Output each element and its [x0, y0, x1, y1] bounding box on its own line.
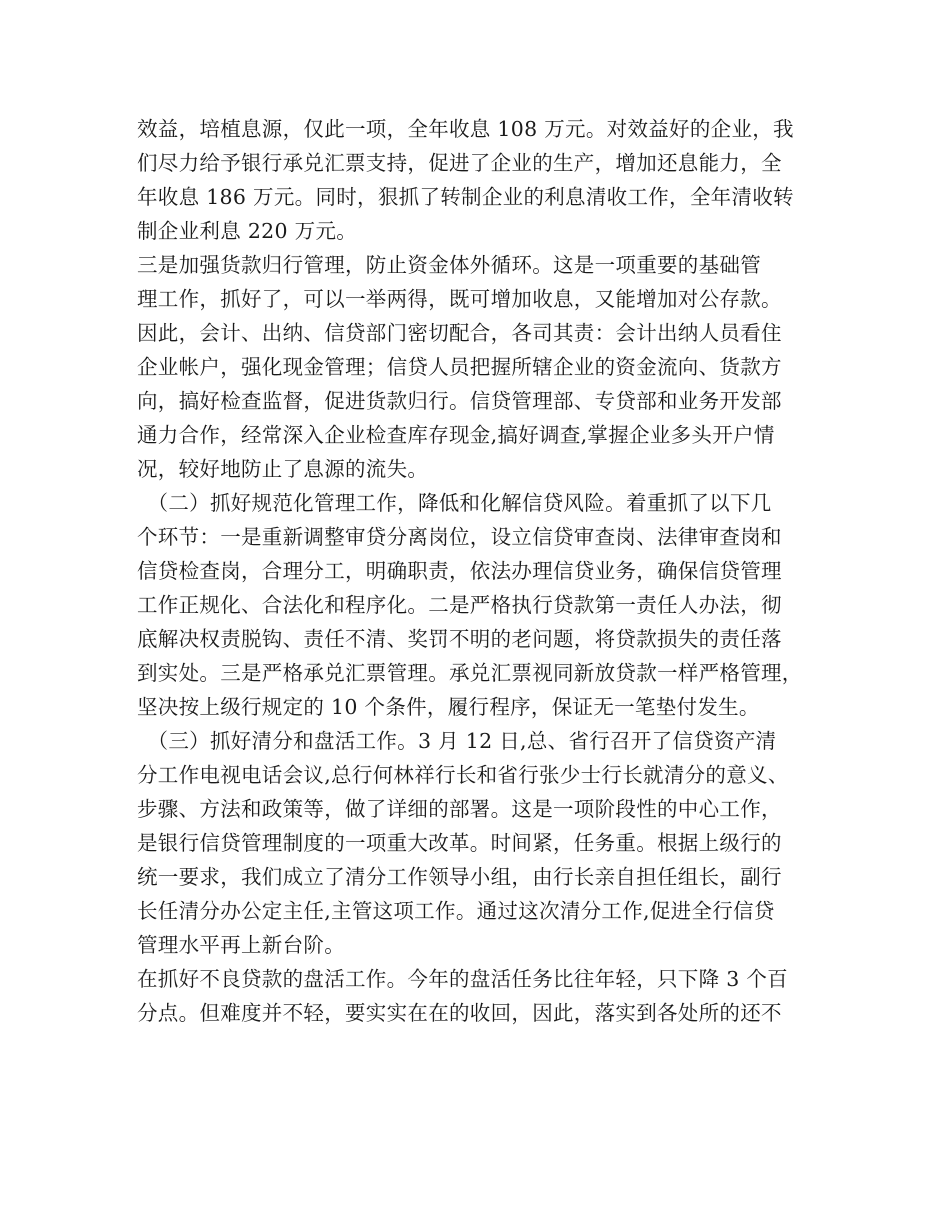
text-line: 制企业利息 220 万元。	[137, 219, 358, 243]
paragraph-section-two-standardized-management	[137, 486, 827, 724]
text-line: 个环节：一是重新调整审贷分离岗位，设立信贷审查岗、法律审查岗和	[137, 525, 782, 549]
text-line: （二）抓好规范化管理工作，降低和化解信贷风险。着重抓了以下几	[137, 491, 772, 515]
text-line: 底解决权责脱钩、责任不清、奖罚不明的老问题，将贷款损失的责任落	[137, 627, 782, 651]
text-line: 在抓好不良贷款的盘活工作。今年的盘活任务比往年轻，只下降 3 个百	[137, 967, 788, 991]
paragraph-section-three-classification	[137, 724, 827, 962]
text-line: 坚决按上级行规定的 10 个条件，履行程序，保证无一笔垫付发生。	[137, 695, 760, 719]
document-body	[137, 112, 827, 1030]
text-line: 管理水平再上新台阶。	[137, 933, 345, 957]
text-line: 三是加强货款归行管理，防止资金体外循环。这是一项重要的基础管	[137, 253, 761, 277]
text-line: 年收息 186 万元。同时，狠抓了转制企业的利息清收工作，全年清收转	[137, 185, 794, 209]
text-line: （三）抓好清分和盘活工作。3 月 12 日,总、省行召开了信贷资产清	[137, 729, 777, 753]
text-line: 长任清分办公定主任,主管这项工作。通过这次清分工作,促进全行信贷	[137, 899, 775, 923]
paragraph-bad-loan-revitalization	[137, 962, 827, 1030]
paragraph-interest-income	[137, 112, 827, 248]
text-line: 工作正规化、合法化和程序化。二是严格执行贷款第一责任人办法，彻	[137, 593, 782, 617]
text-line: 通力合作，经常深入企业检查库存现金,搞好调查,掌握企业多头开户情	[137, 423, 775, 447]
text-line: 向，搞好检查监督，促进货款归行。信贷管理部、专贷部和业务开发部	[137, 389, 782, 413]
text-line: 效益，培植息源，仅此一项，全年收息 108 万元。对效益好的企业，我	[137, 117, 794, 141]
text-line: 统一要求，我们成立了清分工作领导小组，由行长亲自担任组长，副行	[137, 865, 782, 889]
text-line: 理工作，抓好了，可以一举两得，既可增加收息，又能增加对公存款。	[137, 287, 782, 311]
text-line: 因此，会计、出纳、信贷部门密切配合，各司其责：会计出纳人员看住	[137, 321, 782, 345]
text-line: 分点。但难度并不轻，要实实在在的收回，因此，落实到各处所的还不	[137, 1001, 782, 1025]
text-line: 是银行信贷管理制度的一项重大改革。时间紧，任务重。根据上级行的	[137, 831, 782, 855]
text-line: 企业帐户，强化现金管理；信贷人员把握所辖企业的资金流向、货款方	[137, 355, 782, 379]
text-line: 分工作电视电话会议,总行何林祥行长和省行张少士行长就清分的意义、	[137, 763, 789, 787]
text-line: 况，较好地防止了息源的流失。	[137, 457, 429, 481]
text-line: 信贷检查岗，合理分工，明确职责，依法办理信贷业务，确保信贷管理	[137, 559, 782, 583]
text-line: 步骤、方法和政策等，做了详细的部署。这是一项阶段性的中心工作，	[137, 797, 782, 821]
text-line: 们尽力给予银行承兑汇票支持，促进了企业的生产，增加还息能力，全	[137, 151, 782, 175]
paragraph-loan-return-management	[137, 248, 827, 486]
text-line: 到实处。三是严格承兑汇票管理。承兑汇票视同新放贷款一样严格管理，	[137, 661, 803, 685]
